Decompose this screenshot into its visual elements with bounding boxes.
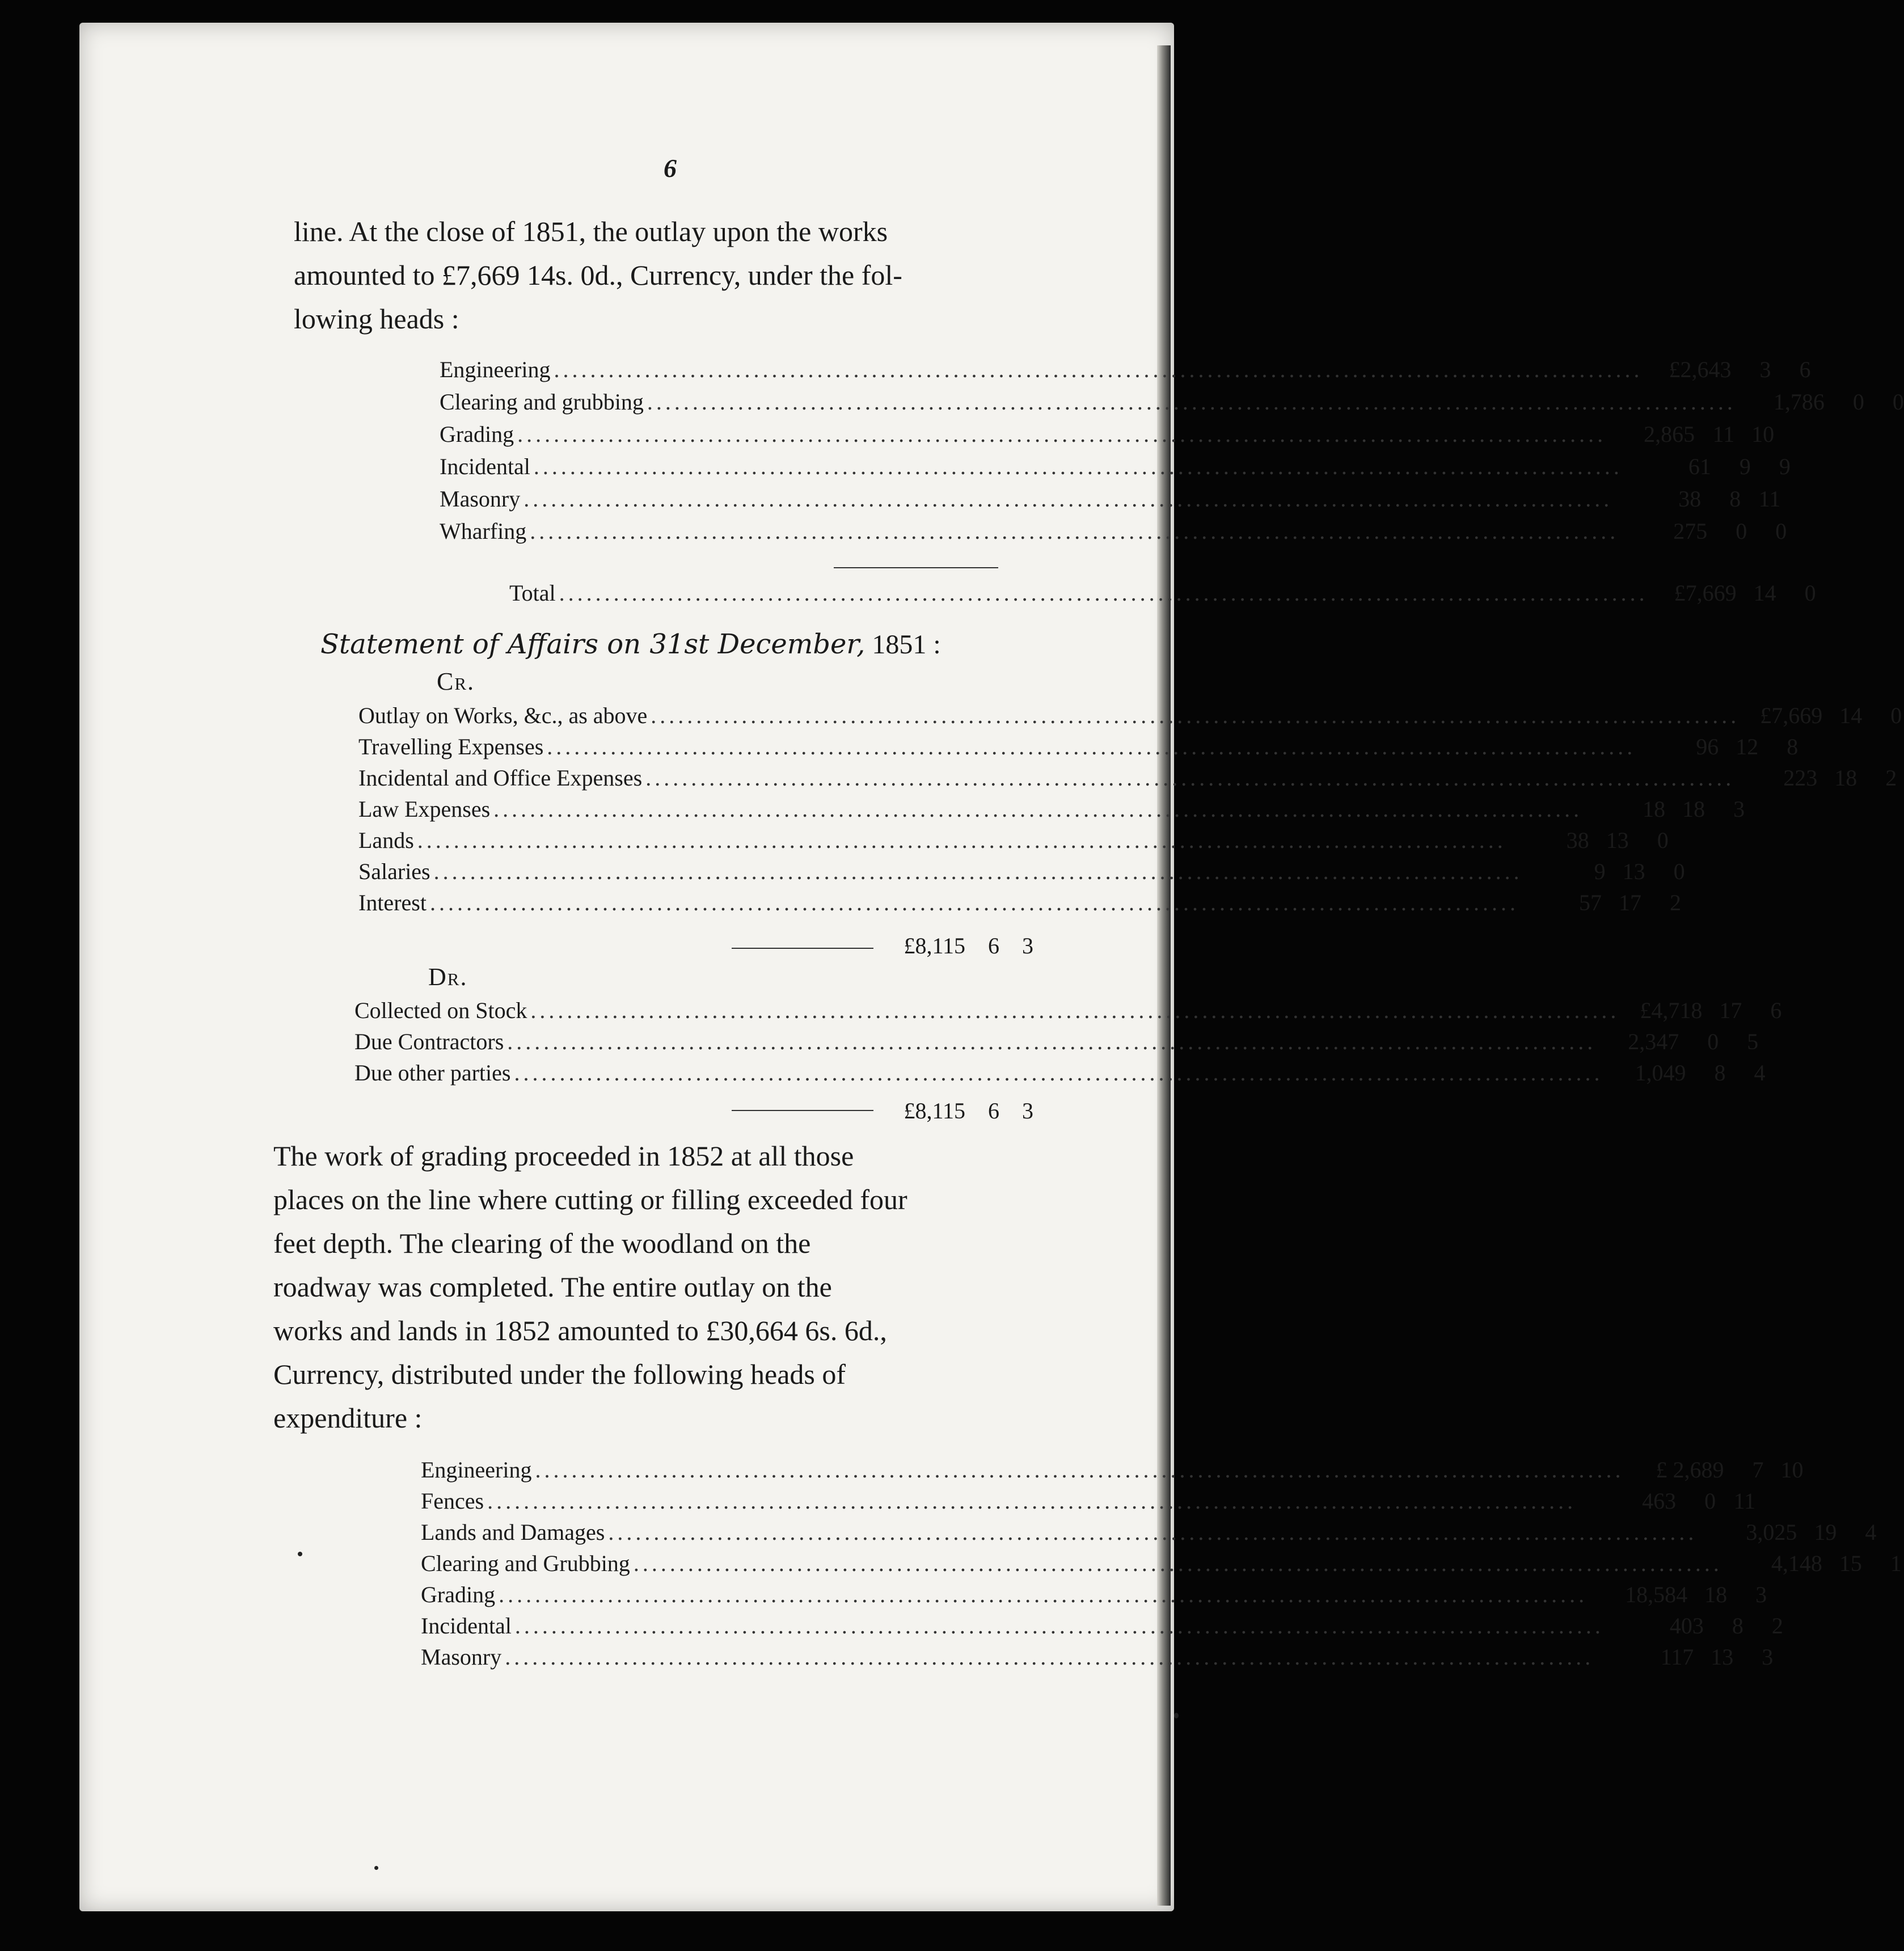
amount-shillings: 13: [1622, 859, 1645, 884]
ledger-row: [358, 796, 1745, 827]
amount-pence: 3: [1022, 1098, 1033, 1124]
ledger-label: Due other parties: [354, 1060, 511, 1086]
ledger-amount: [1628, 1456, 1804, 1483]
amount-shillings: 9: [1739, 454, 1751, 479]
sum-rule: [834, 567, 998, 568]
amount-pounds: 4,148: [1771, 1551, 1822, 1576]
amount-pence: 0: [1673, 859, 1685, 884]
amount-shillings: 8: [1732, 1613, 1743, 1638]
ledger-row: [440, 453, 1791, 485]
amount-pounds: 18: [1643, 796, 1666, 822]
leader-dots: ........................................................................................................................: [547, 734, 1636, 759]
speck: [1174, 1713, 1179, 1718]
ledger-row: [421, 1488, 1756, 1519]
page-number: 6: [664, 154, 677, 183]
ledger-label: Incidental and Office Expenses: [358, 765, 643, 791]
leader-dots: ........................................................................................................................: [429, 890, 1519, 915]
amount-pounds: 38: [1566, 827, 1589, 853]
paragraph-line: line. At the close of 1851, the outlay upon the works: [294, 216, 888, 247]
ledger-row: [358, 702, 1902, 734]
amount-pounds: 9: [1594, 859, 1606, 884]
amount-pence: 0: [1657, 827, 1669, 853]
amount-shillings: 11: [1712, 421, 1735, 447]
ledger-amount: [1622, 518, 1787, 544]
paragraph-line: places on the line where cutting or filling exceeded four: [273, 1184, 907, 1215]
amount-pounds: £2,643: [1669, 357, 1732, 382]
leader-dots: ........................................................................................................................: [507, 1029, 1597, 1054]
statement-heading-year: 1851 :: [872, 630, 941, 660]
leader-dots: ........................................................................................................................: [645, 765, 1735, 791]
ledger-row: [358, 827, 1669, 859]
statement-heading-title: Statement of Affairs on 31st December,: [320, 628, 866, 660]
leader-dots: ........................................................................................................................: [417, 827, 1506, 853]
amount-pounds: £ 2,689: [1656, 1457, 1724, 1483]
amount-pence: 2: [1885, 765, 1897, 791]
amount-pounds: 18,584: [1625, 1582, 1688, 1607]
ledger-amount: [880, 932, 1033, 959]
ledger-amount: [1606, 1059, 1765, 1086]
amount-pence: 10: [1751, 421, 1775, 447]
amount-pounds: 3,025: [1746, 1519, 1797, 1545]
amount-shillings: 17: [1618, 890, 1641, 915]
ledger-row: [354, 997, 1782, 1029]
amount-pence: 6: [1799, 357, 1811, 382]
amount-shillings: 18: [1834, 765, 1857, 791]
leader-dots: ........................................................................................................................: [533, 454, 1623, 479]
paragraph-line: amounted to £7,669 14s. 0d., Currency, under the fol-: [294, 259, 902, 291]
ledger-amount: [880, 1097, 1033, 1124]
amount-pence: 3: [1022, 933, 1033, 958]
ledger-label: Engineering: [421, 1457, 532, 1483]
amount-pounds: 2,347: [1628, 1029, 1679, 1054]
ledger-label: Total: [509, 580, 556, 606]
debit-label: Dr.: [428, 963, 468, 991]
amount-pence: 2: [1669, 890, 1681, 915]
ledger-row: [421, 1581, 1767, 1613]
sum-rule: [732, 948, 873, 949]
amount-pence: 4: [1754, 1060, 1766, 1086]
amount-pounds: 38: [1678, 486, 1702, 512]
leader-dots: ........................................................................................................................: [505, 1644, 1594, 1670]
ledger-amount: [1591, 1581, 1767, 1608]
leader-dots: ........................................................................................................................: [514, 1060, 1603, 1086]
paragraph-line: expenditure :: [273, 1402, 423, 1434]
amount-shillings: 15: [1839, 1551, 1862, 1576]
amount-pounds: 2,865: [1644, 421, 1695, 447]
ledger-label: Grading: [440, 421, 514, 447]
ledger-row: [358, 765, 1897, 796]
credit-label: Cr.: [437, 668, 475, 695]
ledger-amount: [1738, 765, 1897, 791]
ledger-row: [873, 1097, 1032, 1129]
amount-pence: 11: [1733, 1488, 1756, 1514]
leader-dots: ........................................................................................................................: [487, 1488, 1577, 1514]
ledger-amount: [1647, 356, 1811, 383]
ledger-amount: [1616, 485, 1780, 512]
ledger-row: [358, 858, 1685, 890]
ledger-amount: [1586, 796, 1745, 822]
amount-shillings: 7: [1752, 1457, 1764, 1483]
ledger-row: [358, 889, 1681, 921]
ledger-label: Grading: [421, 1582, 496, 1607]
sum-rule: [732, 1110, 873, 1111]
amount-pounds: 96: [1696, 734, 1719, 759]
ledger-label: Incidental: [421, 1613, 512, 1638]
amount-pounds: 117: [1660, 1644, 1694, 1670]
ledger-amount: [1700, 1519, 1876, 1545]
amount-pounds: 223: [1783, 765, 1818, 791]
ledger-row: [421, 1644, 1774, 1675]
amount-pence: 0: [1775, 518, 1787, 544]
paragraph-line: feet depth. The clearing of the woodland on the: [273, 1227, 811, 1259]
ledger-row: [421, 1550, 1902, 1582]
ledger-row: [421, 1519, 1877, 1551]
amount-shillings: 19: [1814, 1519, 1837, 1545]
amount-pence: 6: [1770, 998, 1782, 1023]
amount-pounds: 1,049: [1635, 1060, 1686, 1086]
ledger-amount: [1510, 827, 1669, 854]
amount-pounds: £4,718: [1640, 998, 1703, 1023]
amount-shillings: 6: [988, 933, 999, 958]
leader-dots: ........................................................................................................................: [530, 998, 1620, 1023]
leader-dots: ........................................................................................................................: [514, 1613, 1604, 1638]
ledger-label: Lands and Damages: [421, 1519, 605, 1545]
ledger-label: Interest: [358, 890, 427, 915]
amount-shillings: 13: [1606, 827, 1629, 853]
amount-shillings: 17: [1719, 998, 1742, 1023]
ledger-amount: [1597, 1644, 1773, 1670]
ledger-row: [440, 388, 1904, 420]
ledger-label: Outlay on Works, &c., as above: [358, 703, 648, 728]
amount-pounds: 275: [1673, 518, 1708, 544]
ledger-row: [354, 1059, 1766, 1091]
amount-pence: 5: [1747, 1029, 1759, 1054]
ledger-amount: [1522, 889, 1681, 916]
amount-shillings: 6: [988, 1098, 999, 1124]
leader-dots: ........................................................................................................................: [433, 859, 1523, 884]
amount-pence: 0: [1804, 580, 1816, 606]
amount-pounds: £7,669: [1760, 703, 1823, 728]
leader-dots: ........................................................................................................................: [559, 580, 1648, 606]
ledger-row: [354, 1028, 1759, 1060]
ledger-label: Engineering: [440, 357, 551, 382]
ledger-label: Clearing and grubbing: [440, 389, 644, 415]
leader-dots: ........................................................................................................................: [633, 1551, 1723, 1576]
paragraph-line: Currency, distributed under the following heads of: [273, 1358, 846, 1390]
ledger-row: [509, 580, 1816, 611]
amount-pence: 8: [1787, 734, 1799, 759]
ledger-row: [358, 733, 1799, 765]
ledger-amount: [1580, 1488, 1755, 1514]
ledger-amount: [1626, 453, 1791, 480]
amount-shillings: 8: [1714, 1060, 1726, 1086]
amount-pence: 1: [1890, 1551, 1902, 1576]
ledger-label: Travelling Expenses: [358, 734, 544, 759]
leader-dots: ........................................................................................................................: [517, 421, 1607, 447]
ledger-amount: [1623, 997, 1781, 1024]
amount-pence: 11: [1758, 486, 1781, 512]
amount-shillings: 14: [1753, 580, 1776, 606]
ledger-row: [421, 1612, 1783, 1644]
amount-pence: 3: [1755, 1582, 1767, 1607]
amount-shillings: 0: [1704, 1488, 1716, 1514]
paragraph-line: lowing heads :: [294, 303, 459, 335]
ledger-row: [873, 932, 1032, 964]
amount-shillings: 8: [1729, 486, 1741, 512]
ledger-row: [440, 485, 1781, 517]
leader-dots: ........................................................................................................................: [524, 486, 1613, 512]
amount-pence: 0: [1892, 389, 1904, 415]
amount-shillings: 0: [1707, 1029, 1719, 1054]
paragraph-line: works and lands in 1852 amounted to £30,664 6s. 6d.,: [273, 1315, 887, 1346]
paragraph-line: The work of grading proceeded in 1852 at all those: [273, 1140, 854, 1172]
amount-pence: 10: [1780, 1457, 1804, 1483]
ledger-amount: [1526, 858, 1685, 885]
leader-dots: ........................................................................................................................: [608, 1519, 1698, 1545]
ledger-amount: [1743, 702, 1902, 729]
ledger-amount: [1610, 421, 1774, 447]
amount-pounds: £7,669: [1674, 580, 1737, 606]
amount-shillings: 18: [1704, 1582, 1728, 1607]
ledger-row: [421, 1456, 1804, 1488]
leader-dots: ........................................................................................................................: [554, 357, 1643, 382]
amount-pence: 2: [1771, 1613, 1783, 1638]
amount-shillings: 18: [1682, 796, 1705, 822]
leader-dots: ........................................................................................................................: [651, 703, 1740, 728]
amount-shillings: 13: [1711, 1644, 1734, 1670]
ledger-amount: [1740, 388, 1904, 415]
leader-dots: ........................................................................................................................: [647, 389, 1736, 415]
ledger-label: Lands: [358, 827, 414, 853]
amount-pence: 4: [1865, 1519, 1877, 1545]
amount-pence: 3: [1762, 1644, 1774, 1670]
statement-heading: [320, 628, 941, 660]
ledger-label: Clearing and Grubbing: [421, 1551, 630, 1576]
leader-dots: ........................................................................................................................: [535, 1457, 1624, 1483]
amount-pounds: £8,115: [904, 1098, 965, 1124]
ledger-amount: [1639, 733, 1798, 760]
amount-pounds: 1,786: [1773, 389, 1825, 415]
leader-dots: ........................................................................................................................: [493, 796, 1583, 822]
ledger-label: Masonry: [421, 1644, 502, 1670]
specks: [298, 1552, 302, 1556]
amount-pounds: 57: [1578, 890, 1602, 915]
ledger-label: Incidental: [440, 454, 530, 479]
ledger-row: [440, 421, 1775, 453]
amount-pence: 9: [1779, 454, 1791, 479]
grading-paragraph: [273, 1134, 1048, 1440]
paragraph-line: roadway was completed. The entire outlay on the: [273, 1271, 832, 1303]
amount-shillings: 3: [1759, 357, 1771, 382]
leader-dots: ........................................................................................................................: [530, 518, 1619, 544]
ledger-row: [440, 356, 1811, 388]
ledger-label: Wharfing: [440, 518, 527, 544]
leader-dots: ........................................................................................................................: [499, 1582, 1588, 1607]
ledger-label: Salaries: [358, 859, 430, 884]
amount-pounds: 403: [1669, 1613, 1704, 1638]
ledger-amount: [1726, 1550, 1902, 1577]
amount-pounds: 463: [1642, 1488, 1677, 1514]
ledger-label: Due Contractors: [354, 1029, 504, 1054]
amount-shillings: 12: [1736, 734, 1759, 759]
amount-shillings: 0: [1852, 389, 1864, 415]
ledger-amount: [1652, 580, 1816, 606]
amount-pence: 3: [1733, 796, 1745, 822]
ledger-amount: [1607, 1612, 1783, 1639]
intro-paragraph: [294, 210, 1062, 341]
amount-pounds: £8,115: [904, 933, 965, 958]
ledger-label: Collected on Stock: [354, 998, 527, 1023]
amount-pence: 0: [1890, 703, 1902, 728]
ledger-label: Masonry: [440, 486, 521, 512]
speck: [374, 1866, 378, 1870]
amount-pounds: 61: [1688, 454, 1711, 479]
amount-shillings: 14: [1839, 703, 1863, 728]
ledger-label: Fences: [421, 1488, 484, 1514]
amount-shillings: 0: [1736, 518, 1747, 544]
ledger-amount: [1599, 1028, 1758, 1055]
ledger-row: [440, 518, 1787, 550]
ledger-label: Law Expenses: [358, 796, 491, 822]
